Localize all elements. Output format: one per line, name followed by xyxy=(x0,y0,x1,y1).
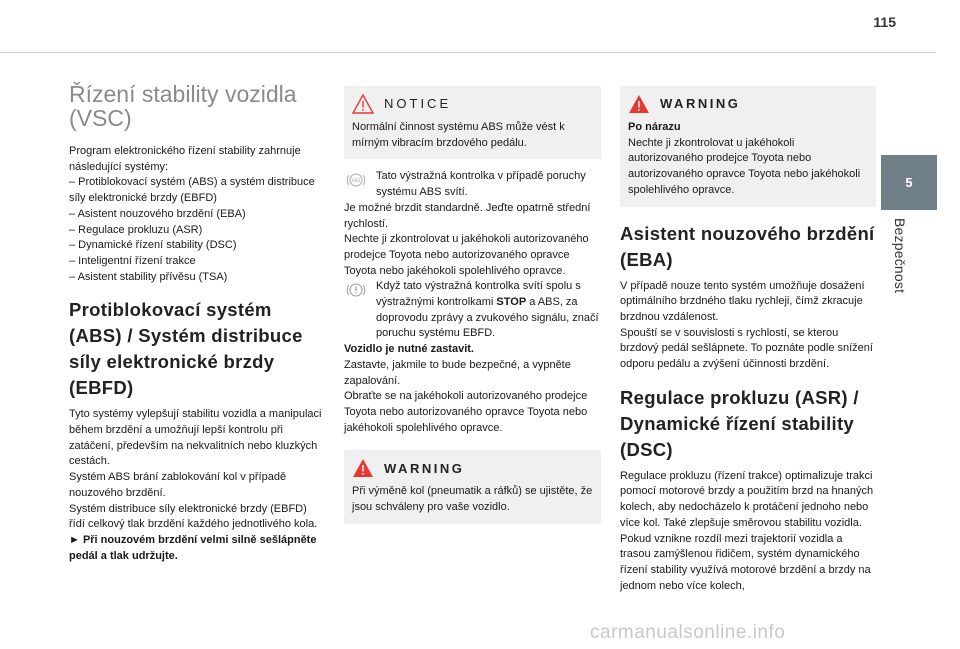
abs-lamp-follow: Je možné brzdit standardně. Jeďte opatrně střední rychlostí. Nechte ji zkontrolovat u jakéhokoli autorizovaného prodejce Toyota nebo autorizovaného opravce Toyota nebo jakéhokoli spolehlivého opravce. xyxy=(344,201,591,277)
brake-warning-lamp-icon xyxy=(346,282,366,298)
warning-triangle-icon xyxy=(352,458,374,478)
abs-text: Tyto systémy vylepšují stabilitu vozidla a manipulaci během brzdění a umožňují lepší kontrolu při zatáčení, především na nekvalitních nebo kluzkých cestách. Systém ABS brání zablokování kol v případě nouzového brzdění. Systém distribuce síly elektronické brzdy (EBFD) řídí celkový tlak brzdění každého jednotlivého kola. xyxy=(69,408,322,531)
warning-impact-text: Nechte ji zkontrolovat u jakéhokoli autorizovaného prodejce Toyota nebo autorizovaného opravce Toyota nebo jakéhokoli spolehlivého opravce. xyxy=(628,136,861,196)
column-middle xyxy=(344,86,601,534)
warning-label: WARNING xyxy=(384,460,465,476)
warning-box-wheels xyxy=(344,450,601,523)
ebfd-lamp-text: Když tato výstražná kontrolka svítí spolu s výstražnými kontrolkami STOP a ABS, za doprovodu zprávy a zvukového signálu, značí poruchu systému EBFD. xyxy=(376,280,599,340)
abs-lamp-row xyxy=(344,169,601,200)
abs-warning-lamp-icon xyxy=(346,172,366,188)
notice-label: NOTICE xyxy=(384,96,452,112)
abs-action: ► Při nouzovém brzdění velmi silně sešlápněte pedál a tlak udržujte. xyxy=(69,533,317,562)
chapter-tab[interactable] xyxy=(881,155,937,210)
header-rule xyxy=(0,52,936,53)
abs-lamp-text: Tato výstražná kontrolka v případě poruchy systému ABS svítí. xyxy=(376,170,586,199)
notice-text: Normální činnost systému ABS může vést k mírným vibracím brzdového pedálu. xyxy=(352,121,565,149)
svg-text:ABS: ABS xyxy=(351,179,361,185)
ebfd-follow: Zastavte, jakmile to bude bezpečné, a vypněte zapalování. Obraťte se na jakéhokoli autorizovaného prodejce Toyota nebo autorizovaného opravce Toyota nebo jakéhokoli spolehlivého opravce. xyxy=(344,358,588,434)
chapter-number: 5 xyxy=(905,175,913,190)
warning-box-impact xyxy=(620,86,876,207)
column-left xyxy=(69,82,324,564)
section-title-vsc: Řízení stability vozidla (VSC) xyxy=(69,81,297,131)
section-title-eba: Asistent nouzového brzdění (EBA) xyxy=(620,222,875,270)
chapter-title: Bezpečnost xyxy=(892,218,908,294)
watermark: carmanualsonline.info xyxy=(590,622,786,643)
eba-text: V případě nouze tento systém umožňuje dosažení optimálního brzdného tlaku rychleji, čímž zkracuje brzdnou vzdálenost. Spouští se v souvislosti s rychlostí, se kterou brzdový pedál sešlápnete. To poznáte podle snížení odporu pedálu a zvýšení účinnosti brzdění. xyxy=(620,279,873,371)
asr-text: Regulace prokluzu (řízení trakce) optimalizuje trakci pomocí motorové brzdy a použitím brzd na hnaných kolech, aby nedocházelo k protáčení jednoho nebo více kol. Také zlepšuje směrovou stabilitu vozidla. Pokud vznikne rozdíl mezi trajektorií vozidla a trasou zamýšlenou řidičem, systém dynamického řízení stability využívá motorové brzdění a brzdy na jednom nebo více kolech, xyxy=(620,469,874,592)
ebfd-lamp-row xyxy=(344,279,601,342)
notice-box xyxy=(344,86,601,159)
warning-label: WARNING xyxy=(660,96,741,112)
stop-vehicle-text: Vozidlo je nutné zastavit. xyxy=(344,343,474,356)
warning-triangle-icon xyxy=(352,94,374,114)
column-right xyxy=(620,86,876,594)
section-title-asr: Regulace prokluzu (ASR) / Dynamické řízení stability (DSC) xyxy=(620,386,859,460)
warning-triangle-icon xyxy=(628,94,650,114)
section-title-abs: Protiblokovací systém (ABS) / Systém distribuce síly elektronické brzdy (EBFD) xyxy=(69,299,303,399)
vsc-intro: Program elektronického řízení stability zahrnuje následující systémy: – Protiblokovací systém (ABS) a systém distribuce síly elektronické brzdy (EBFD) – Asistent nouzového brzdění (EBA) – Regulace prokluzu (ASR) – Dynamické řízení stability (DSC) – Inteligentní řízení trakce – Asistent stability přívěsu (TSA) xyxy=(69,145,315,283)
warning-wheels-text: Při výměně kol (pneumatik a ráfků) se ujistěte, že jsou schváleny pro vaše vozidlo. xyxy=(352,485,593,514)
warning-impact-subtitle: Po nárazu xyxy=(628,121,681,133)
page-number: 115 xyxy=(873,14,896,30)
